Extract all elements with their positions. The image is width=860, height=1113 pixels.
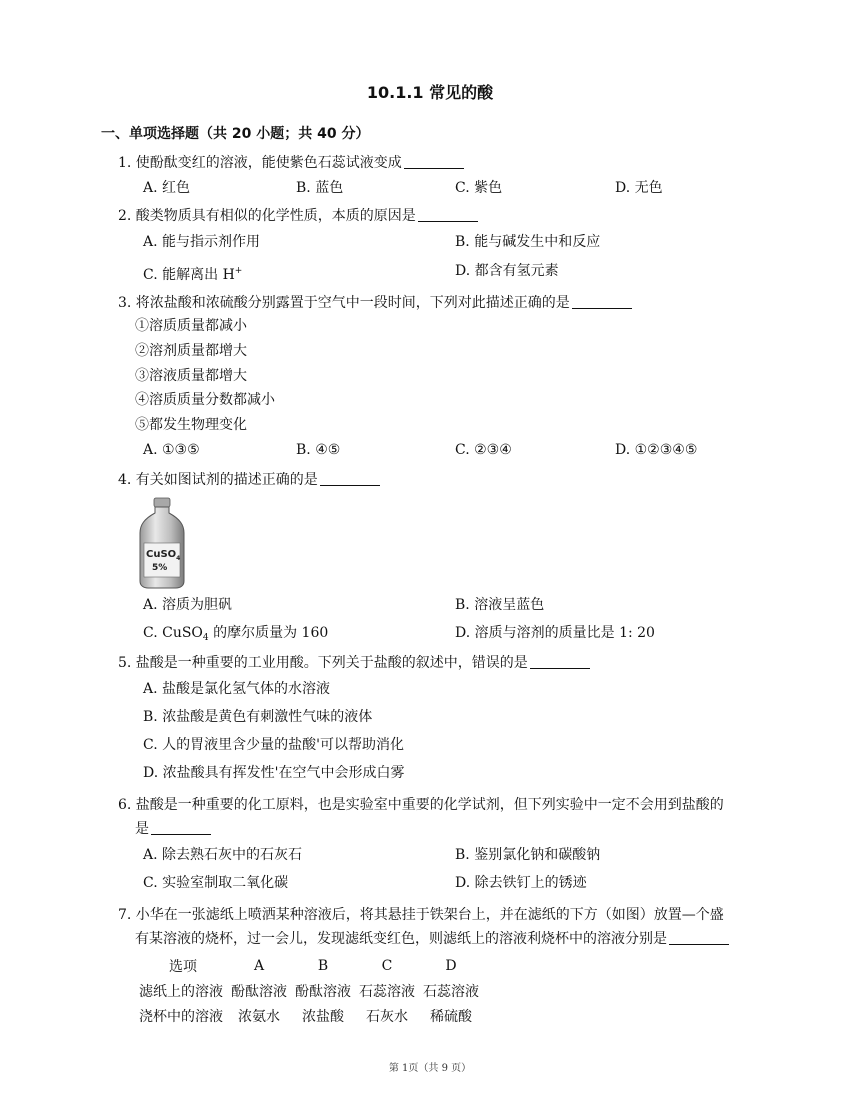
table-cell: 稀硫酸 bbox=[430, 1008, 472, 1025]
q4-option-c: C. CuSO$_4$ 的摩尔质量为 160 bbox=[143, 625, 329, 643]
q3-item-3: ③溶液质量都增大 bbox=[135, 368, 247, 384]
q5-option-a: A. 盐酸是氯化氢气体的水溶液 bbox=[143, 681, 331, 697]
q5-option-b: B. 浓盐酸是黄色有刺激性气味的液体 bbox=[143, 709, 373, 725]
question-7-cont: 有某溶液的烧杯，过一会儿，发现滤纸变红色，则滤纸上的溶液利烧杯中的溶液分别是 bbox=[135, 930, 729, 948]
question-2 bbox=[118, 207, 478, 225]
table-cell: 浇杯中的溶液 bbox=[139, 1008, 223, 1025]
q4-option-d: D. 溶质与溶剂的质量比是 1: 20 bbox=[455, 625, 655, 641]
question-4 bbox=[118, 471, 380, 489]
table-cell: A bbox=[253, 957, 265, 974]
table-cell: 酚酞溶液 bbox=[231, 983, 287, 1000]
q3-option-d: D. ①②③④⑤ bbox=[615, 442, 698, 458]
answer-blank bbox=[404, 154, 464, 169]
question-7: 7. 小华在一张滤纸上喷洒某种溶液后，将其悬挂于铁架台上，并在滤纸的下方（如图）放置—个盛 bbox=[118, 907, 724, 923]
q1-option-b: B. 蓝色 bbox=[296, 180, 344, 196]
table-cell: 滤纸上的溶液 bbox=[139, 983, 223, 1000]
q2-option-b: B. 能与碱发生中和反应 bbox=[455, 234, 601, 250]
table-cell: 选项 bbox=[169, 958, 197, 975]
answer-blank bbox=[572, 294, 632, 309]
q6-option-a: A. 除去熟石灰中的石灰石 bbox=[143, 847, 303, 863]
q1-option-a: A. 红色 bbox=[143, 180, 191, 196]
answer-blank bbox=[151, 820, 211, 835]
table-cell: 浓氨水 bbox=[238, 1008, 280, 1025]
table-row bbox=[139, 953, 487, 978]
bottle-label-formula: CuSO$_4$ bbox=[146, 549, 181, 562]
q1-option-d: D. 无色 bbox=[615, 180, 663, 196]
answer-blank bbox=[418, 207, 478, 222]
q6-option-c: C. 实验室制取二氧化碳 bbox=[143, 875, 289, 891]
q2-option-d: D. 都含有氢元素 bbox=[455, 263, 559, 279]
q3-option-c: C. ②③④ bbox=[455, 442, 512, 458]
answer-blank bbox=[530, 654, 590, 669]
question-6: 6. 盐酸是一种重要的化工原料，也是实验室中重要的化学试剂，但下列实验中一定不会用到盐酸的 bbox=[118, 797, 724, 813]
q5-option-d: D. 浓盐酸具有挥发性'在空气中会形成白雾 bbox=[143, 765, 405, 781]
answer-blank bbox=[669, 930, 729, 945]
q3-item-1: ①溶质质量都减小 bbox=[135, 318, 247, 334]
table-cell: C bbox=[381, 957, 393, 974]
table-cell: 石灰水 bbox=[366, 1008, 408, 1025]
table-cell: B bbox=[317, 957, 329, 974]
table-cell: 酚酞溶液 bbox=[295, 983, 351, 1000]
page-title: 10.1.1 常见的酸 bbox=[366, 83, 494, 102]
question-3 bbox=[118, 294, 632, 312]
page-footer: 第 1页（共 9 页） bbox=[388, 1063, 472, 1074]
table-cell: D bbox=[445, 957, 457, 974]
q3-item-5: ⑤都发生物理变化 bbox=[135, 417, 247, 433]
table-cell: 浓盐酸 bbox=[302, 1008, 344, 1025]
q3-item-2: ②溶剂质量都增大 bbox=[135, 343, 247, 359]
q3-option-b: B. ④⑤ bbox=[296, 442, 341, 458]
bottle-label-percent: 5% bbox=[152, 563, 168, 573]
question-1 bbox=[118, 154, 464, 172]
question-2-stem: 2. 酸类物质具有相似的化学性质，本质的原因是 bbox=[118, 208, 416, 224]
question-6-cont: 是 bbox=[135, 820, 211, 838]
q7-options-table bbox=[139, 953, 487, 1028]
q1-option-c: C. 紫色 bbox=[455, 180, 503, 196]
question-4-stem: 4. 有关如图试剂的描述正确的是 bbox=[118, 472, 318, 488]
q3-item-4: ④溶质质量分数都减小 bbox=[135, 392, 275, 408]
q4-option-a: A. 溶质为胆矾 bbox=[143, 597, 233, 613]
reagent-bottle-image bbox=[138, 497, 186, 589]
question-1-stem: 1. 使酚酞变红的溶液，能使紫色石蕊试液变成 bbox=[118, 155, 402, 171]
q3-option-a: A. ①③⑤ bbox=[143, 442, 200, 458]
section-heading: 一、单项选择题（共 20 小题；共 40 分） bbox=[101, 126, 370, 142]
table-cell: 石蕊溶液 bbox=[359, 983, 415, 1000]
table-row bbox=[139, 978, 487, 1003]
table-row bbox=[139, 1003, 487, 1028]
question-5-stem: 5. 盐酸是一种重要的工业用酸。下列关于盐酸的叙述中，错误的是 bbox=[118, 655, 528, 671]
question-3-stem: 3. 将浓盐酸和浓硫酸分别露置于空气中一段时间，下列对此描述正确的是 bbox=[118, 295, 570, 311]
q6-option-b: B. 鉴别氯化钠和碳酸钠 bbox=[455, 847, 601, 863]
q5-option-c: C. 人的胃液里含少量的盐酸'可以帮助消化 bbox=[143, 737, 404, 753]
q4-option-b: B. 溶液呈蓝色 bbox=[455, 597, 545, 613]
answer-blank bbox=[320, 471, 380, 486]
q6-option-d: D. 除去铁钉上的锈迹 bbox=[455, 875, 587, 891]
table-cell: 石蕊溶液 bbox=[423, 983, 479, 1000]
q2-option-a: A. 能与指示剂作用 bbox=[143, 234, 261, 250]
q2-option-c: C. 能解离出 H+ bbox=[143, 266, 243, 283]
question-5 bbox=[118, 654, 590, 672]
